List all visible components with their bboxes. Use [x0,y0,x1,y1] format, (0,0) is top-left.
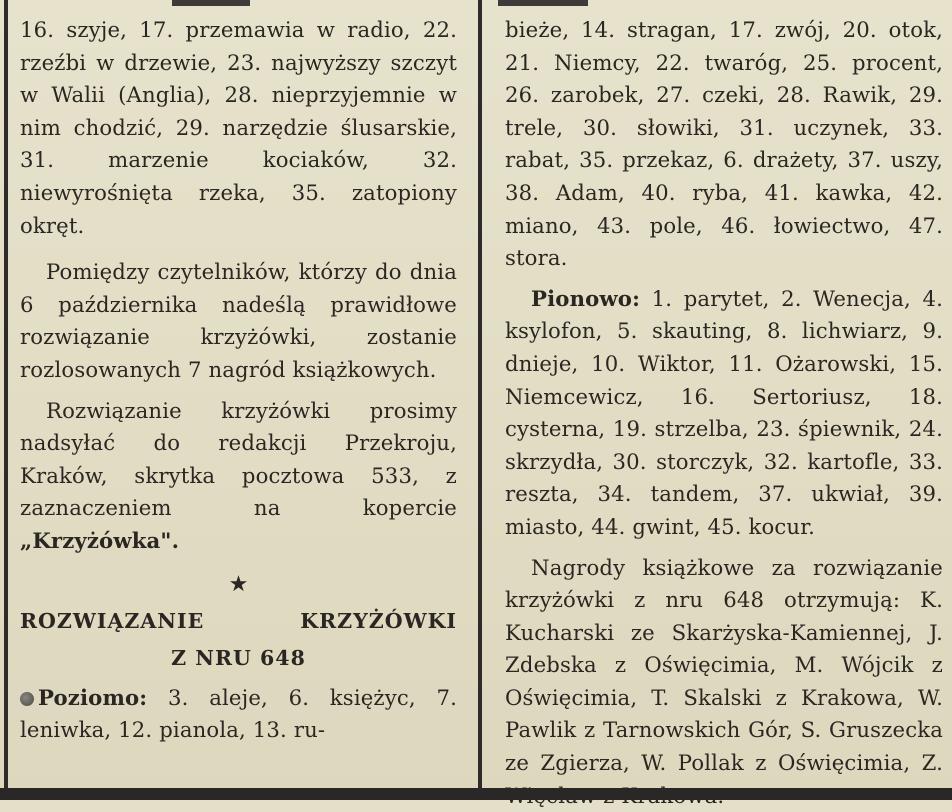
horizontal-answers-continued: bieże, 14. stragan, 17. zwój, 20. otok, 21. Niemcy, 22. twaróg, 25. procent, 26. zarobek, 27. czeki, 28. Rawik, 29. trele, 30. słowiki, 31. uczynek, 33. rabat, 35. przekaz, 6. drażety, 37. uszy, 38. Adam, 40. ryba, 41. kawka, 42. miano, 43. pole, 46. łowiectwo, 47. stora. [505,14,943,275]
solution-issue-number: Z NRU 648 [20,643,457,674]
vertical-answers-text: 1. parytet, 2. Wenecja, 4. ksylofon, 5. skauting, 8. lichwiarz, 9. dnieje, 10. Wiktor, 11. Ożarowski, 15. Niemcewicz, 16. Sertoriusz, 18. cysterna, 19. strzelba, 23. śpiewnik, 24. skrzydła, 30. storczyk, 32. kartofle, 33. reszta, 34. tandem, 37. ukwiał, 39. miasto, 44. gwint, 45. kocur. [505,286,943,539]
vertical-answers [505,283,943,544]
continued-clues: 16. szyje, 17. przemawia w radio, 22. rzeźbi w drzewie, 23. najwyższy szczyt w Walii (Anglia), 28. nieprzyjemnie w nim chodzić, 29. narzędzie ślusarskie, 31. marzenie kociaków, 32. niewyrośnięta rzeka, 35. zatopiony okręt. [20,14,457,242]
column-rule-left [4,0,8,788]
horizontal-label: Poziomo: [38,685,147,710]
left-column [20,14,457,747]
column-rule-center [478,0,482,788]
horizontal-answers-start [20,682,457,747]
submission-notice [20,395,457,558]
envelope-label: „Krzyżówka". [20,528,179,553]
bottom-edge [0,788,952,800]
vertical-label: Pionowo: [531,286,640,311]
horizontal-answers-text: 3. aleje, 6. księżyc, 7. leniwka, 12. pianola, 13. ru- [20,685,457,743]
star-separator-icon: ★ [20,570,457,600]
contest-notice: Pomiędzy czytelników, którzy do dnia 6 października nadeślą prawidłowe rozwiązanie krzyżówki, zostanie rozlosowanych 7 nagród książkowych. [20,256,457,386]
top-rule-right [498,0,588,6]
winners-notice: Nagrody książkowe za rozwiązanie krzyżówki z nru 648 otrzymują: K. Kucharski ze Skarżyska-Kamiennej, J. Zdebska z Oświęcimia, M. Wójcik z Oświęcimia, T. Skalski z Krakowa, W. Pawlik z Tarnowskich Gór, S. Gruszecka ze Zgierza, W. Pollak z Oświęcimia, Z. [505,552,943,812]
submission-notice-text: Rozwiązanie krzyżówki prosimy nadsyłać do redakcji Przekroju, Kraków, skrytka pocztowa 533, z zaznaczeniem na kopercie [20,398,457,521]
solution-heading: ROZWIĄZANIE KRZYŻÓWKI [20,606,457,637]
ink-blot-icon [20,692,34,706]
right-column [505,14,943,812]
top-rule-left [172,0,250,6]
